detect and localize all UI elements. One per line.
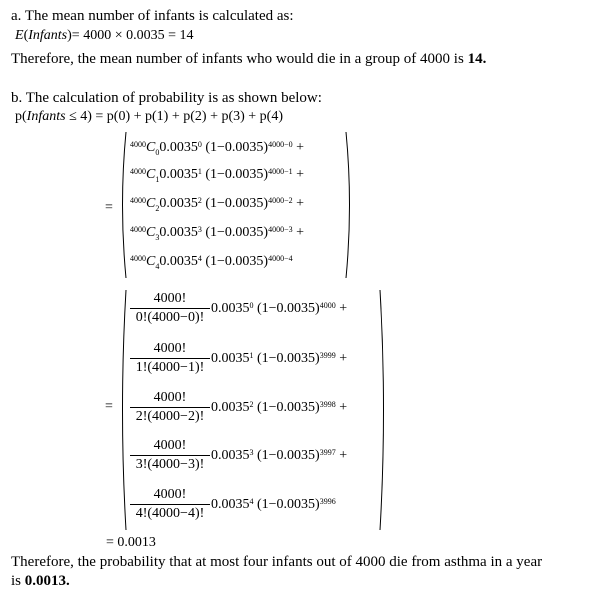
part-b-conclusion-line2 xyxy=(11,572,70,590)
right-paren-2 xyxy=(378,288,388,532)
factorial-term-0-tail: 0.0035$^0$ $(1-0.0035)^{4000}$ + xyxy=(211,301,348,316)
conclusion-prefix: is xyxy=(11,573,25,589)
random-variable: Infants xyxy=(26,109,66,124)
factorial-fraction-2: 4000! 2!(4000−2)! xyxy=(130,389,210,426)
expectation-argument: Infants xyxy=(28,28,68,43)
part-a-conclusion xyxy=(11,50,486,68)
part-a-intro: a. The mean number of infants is calculated as: xyxy=(11,8,294,24)
left-paren-1 xyxy=(118,130,128,280)
factorial-fraction-4: 4000! 4!(4000−4)! xyxy=(130,486,210,523)
factorial-term-3-tail: 0.0035$^3$ $(1-0.0035)^{3997}$ + xyxy=(211,448,348,463)
part-b-intro: b. The calculation of probability is as shown below: xyxy=(11,90,322,106)
final-result: = 0.0013 xyxy=(106,535,156,550)
equals-sign-1: = xyxy=(105,200,113,215)
factorial-fraction-0: 4000! 0!(4000−0)! xyxy=(130,290,210,327)
part-a-conclusion-value: 14. xyxy=(467,51,487,67)
right-paren-1 xyxy=(344,130,354,280)
factorial-fraction-1: 4000! 1!(4000−1)! xyxy=(130,340,210,377)
combination-term-4: $^{4000}C_40.0035^4$ $(1-0.0035)^{4000-4}$ xyxy=(130,254,293,271)
left-paren-2 xyxy=(118,288,128,532)
expectation-symbol: E xyxy=(15,28,24,43)
expectation-rhs: = 4000 × 0.0035 = 14 xyxy=(71,28,194,43)
part-b-cumulative-equation: p(Infants ≤ 4) = p(0) + p(1) + p(2) + p(3) + p(4) xyxy=(15,109,284,124)
part-a-conclusion-text: Therefore, the mean number of infants who would die in a group of 4000 is xyxy=(11,51,468,67)
combination-term-1: $^{4000}C_10.0035^1$ $(1-0.0035)^{4000-1}$ + xyxy=(130,167,304,184)
part-b-conclusion-value: 0.0013. xyxy=(24,573,70,589)
combination-term-0: $^{4000}C_00.0035^0$ $(1-0.0035)^{4000-0}$ + xyxy=(130,140,304,157)
factorial-term-2-tail: 0.0035$^2$ $(1-0.0035)^{3998}$ + xyxy=(211,400,348,415)
factorial-term-4-tail: 0.0035$^4$ $(1-0.0035)^{3996}$ xyxy=(211,497,336,512)
combination-term-2: $^{4000}C_20.0035^2$ $(1-0.0035)^{4000-2}$ + xyxy=(130,196,304,213)
factorial-term-1-tail: 0.0035$^1$ $(1-0.0035)^{3999}$ + xyxy=(211,351,348,366)
factorial-fraction-3: 4000! 3!(4000−3)! xyxy=(130,437,210,474)
part-b-conclusion-line1: Therefore, the probability that at most four infants out of 4000 die from asthma in a year xyxy=(11,554,543,570)
combination-term-3: $^{4000}C_30.0035^3$ $(1-0.0035)^{4000-3}$ + xyxy=(130,225,304,242)
part-a-equation: E(Infants)= 4000 × 0.0035 = 14 xyxy=(15,28,194,43)
equals-sign-2: = xyxy=(105,399,113,414)
